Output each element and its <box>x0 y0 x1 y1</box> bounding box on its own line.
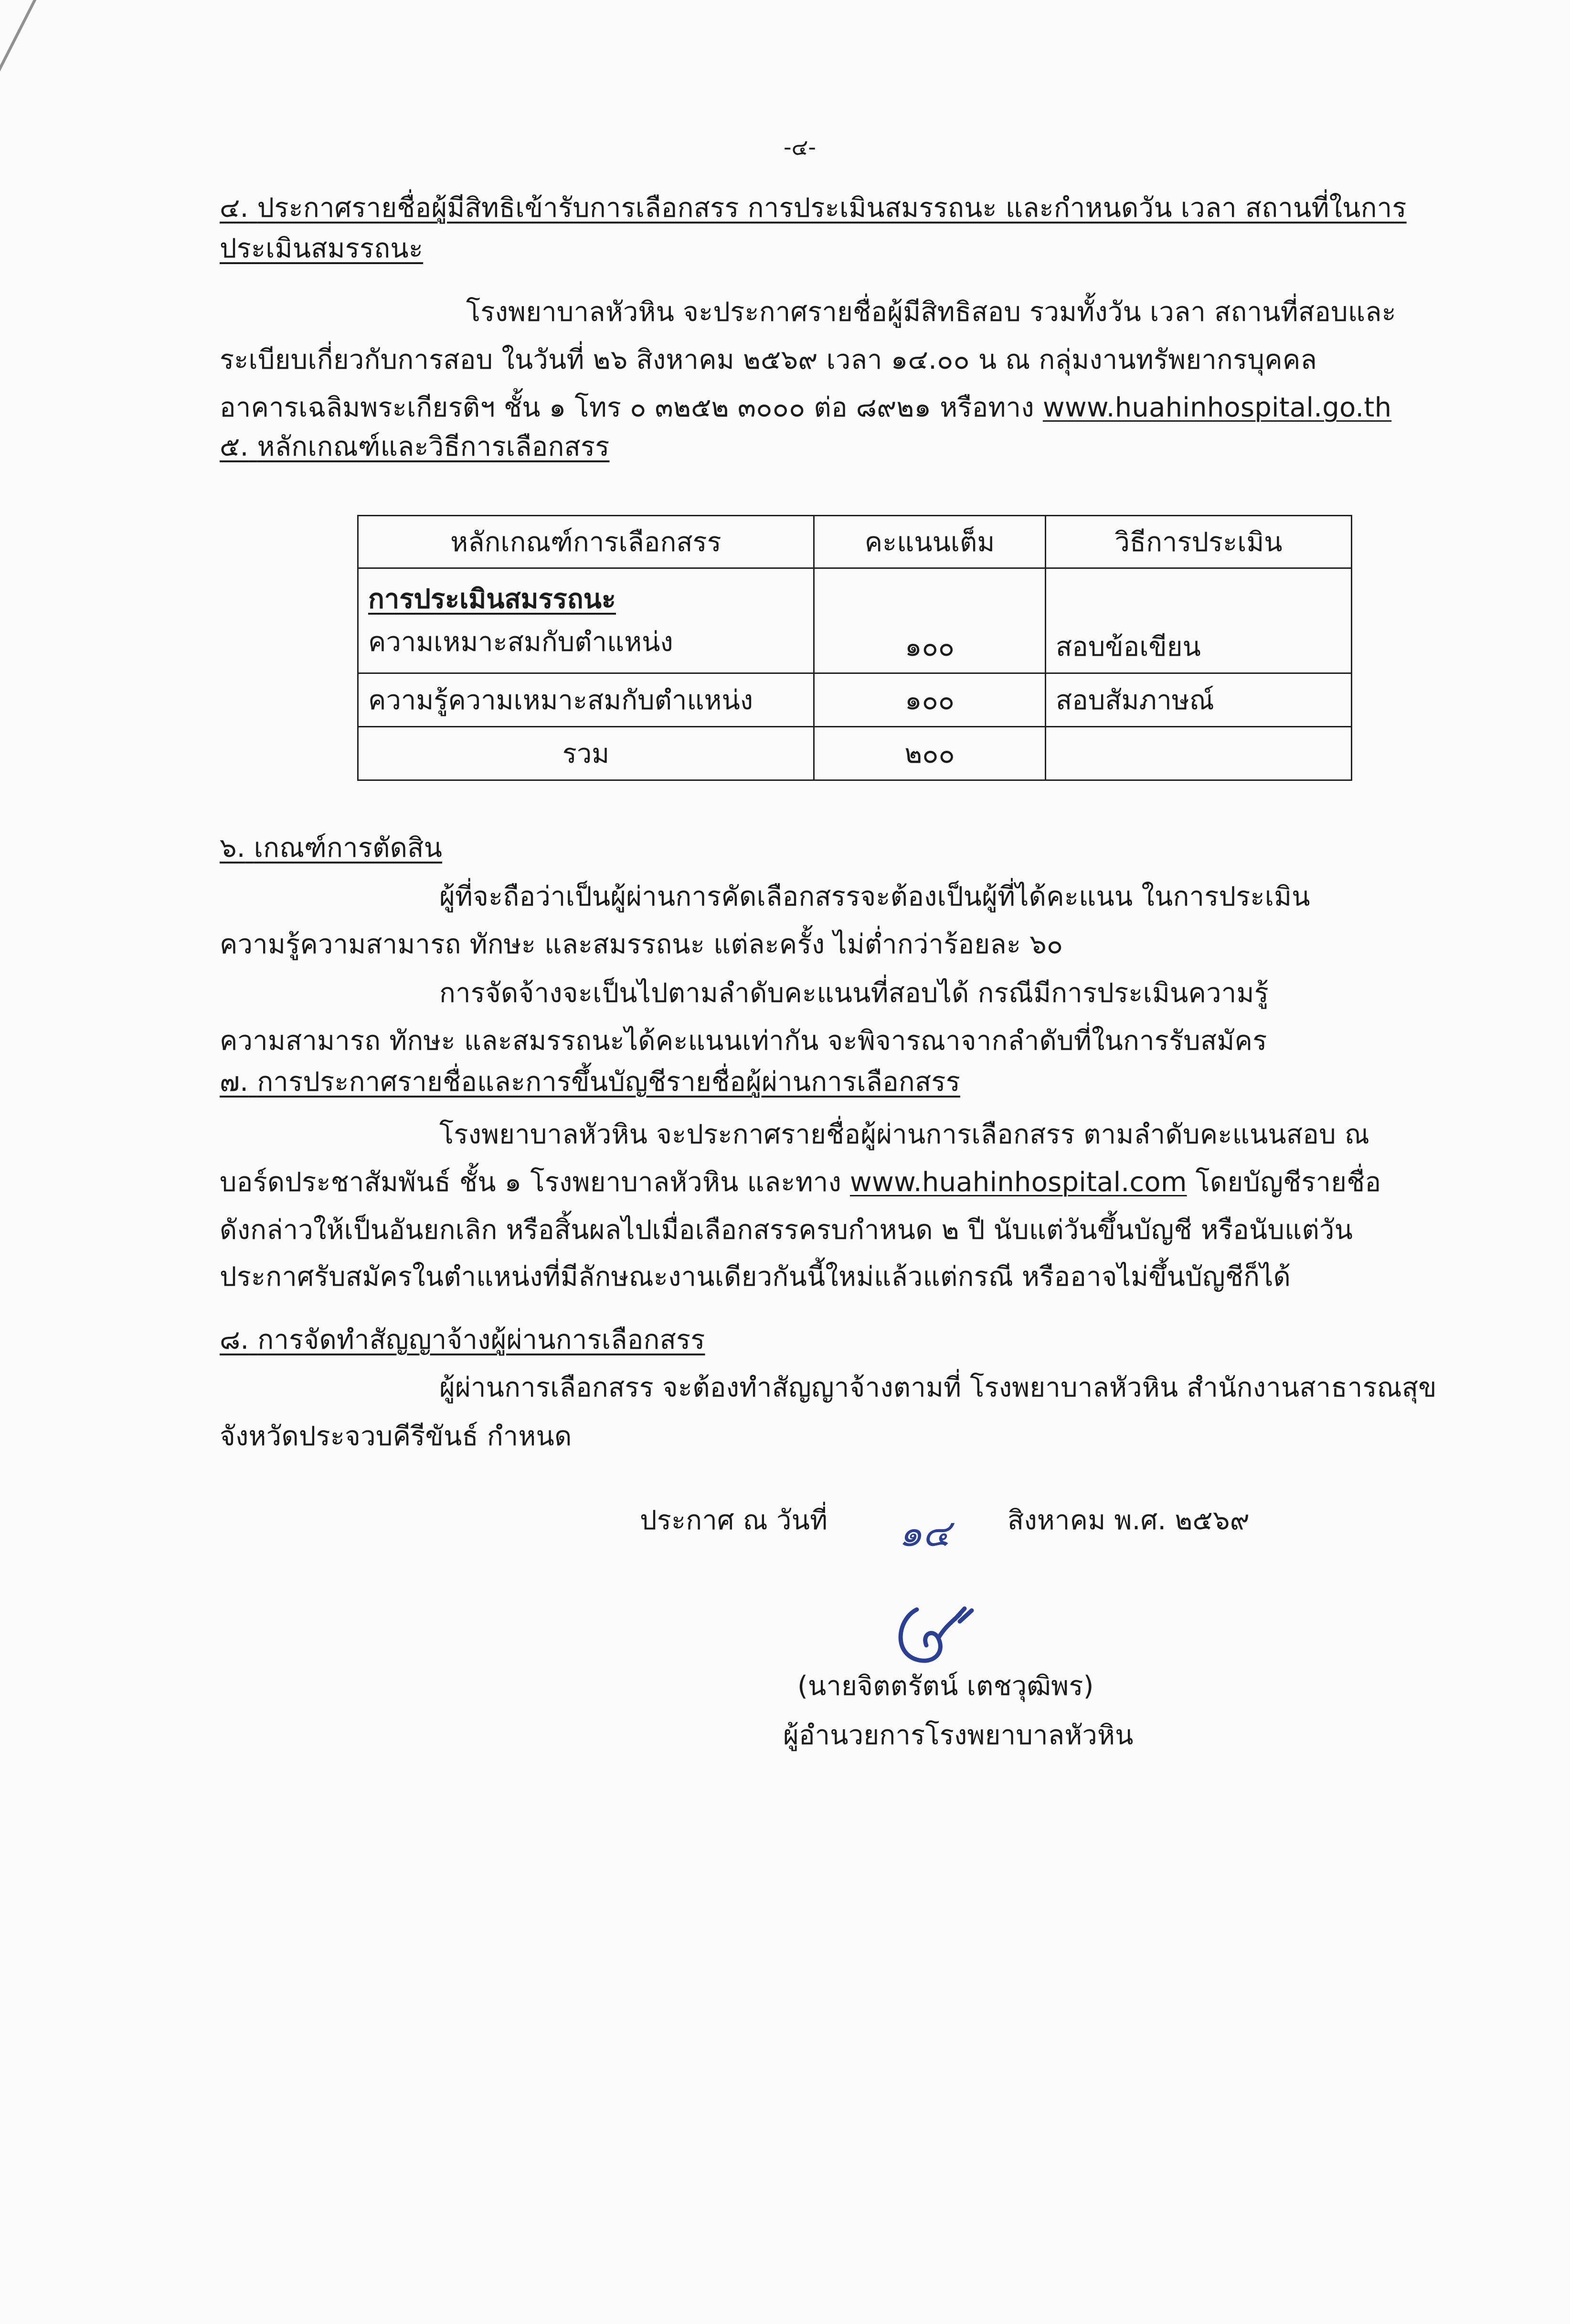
section-8-number: ๘. <box>220 1324 249 1355</box>
section-7-number: ๗. <box>220 1066 249 1098</box>
table-row <box>358 673 1352 727</box>
section-6-title: เกณฑ์การตัดสิน <box>254 832 443 864</box>
section-6-line: ความรู้ความสามารถ ทักษะ และสมรรถนะ แต่ละครั้ง ไม่ต่ำกว่าร้อยละ ๖๐ <box>220 929 1063 960</box>
score-cell: ๑๐๐ <box>814 673 1046 727</box>
section-7-title: การประกาศรายชื่อและการขึ้นบัญชีรายชื่อผู้ผ่านการเลือกสรร <box>257 1066 960 1098</box>
section-4-title: ประกาศรายชื่อผู้มีสิทธิเข้ารับการเลือกสรร การประเมินสมรรถนะ และกำหนดวัน เวลา สถานที่ในการ <box>257 192 1407 224</box>
section-7-line: ประกาศรับสมัครในตำแหน่งที่มีลักษณะงานเดียวกันนี้ใหม่แล้วแต่กรณี หรืออาจไม่ขึ้นบัญชีก็ได้ <box>220 1261 1291 1292</box>
empty-cell <box>1046 727 1352 780</box>
section-4-line: อาคารเฉลิมพระเกียรติฯ ชั้น ๑ โทร ๐ ๓๒๕๒ ๓๐๐๐ ต่อ ๘๙๒๑ หรือทาง <box>220 392 1034 423</box>
scan-edge-line <box>0 0 45 221</box>
section-8-heading <box>220 1323 705 1358</box>
criterion: ความเหมาะสมกับตำแหน่ง <box>368 626 673 658</box>
header-full-score: คะแนนเต็ม <box>814 516 1046 568</box>
section-8-title: การจัดทำสัญญาจ้างผู้ผ่านการเลือกสรร <box>257 1324 705 1355</box>
method-cell: สอบสัมภาษณ์ <box>1046 673 1352 727</box>
method-cell: สอบข้อเขียน <box>1046 568 1352 673</box>
section-4-number: ๔. <box>220 192 249 224</box>
score-cell: ๑๐๐ <box>814 568 1046 673</box>
section-5-number: ๕. <box>220 431 249 462</box>
signature-icon <box>888 1600 979 1667</box>
section-6-line: ความสามารถ ทักษะ และสมรรถนะได้คะแนนเท่ากัน จะพิจารณาจากลำดับที่ในการรับสมัคร <box>220 1025 1267 1056</box>
table-header-row <box>358 516 1352 568</box>
section-5-title: หลักเกณฑ์และวิธีการเลือกสรร <box>257 431 610 462</box>
section-6-number: ๖. <box>220 832 245 864</box>
signatory-name: (นายจิตตรัตน์ เตชวุฒิพร) <box>797 1671 1094 1702</box>
signatory-position: ผู้อำนวยการโรงพยาบาลหัวหิน <box>783 1720 1134 1751</box>
section-7-line-with-link <box>220 1165 1381 1200</box>
total-score: ๒๐๐ <box>814 727 1046 780</box>
section-7-line: โดยบัญชีรายชื่อ <box>1195 1167 1381 1198</box>
section-8-line: ผู้ผ่านการเลือกสรร จะต้องทำสัญญาจ้างตามที่ โรงพยาบาลหัวหิน สำนักงานสาธารณสุข <box>439 1372 1437 1403</box>
huahinhospital-go-th-link[interactable]: www.huahinhospital.go.th <box>1042 392 1392 423</box>
section-7-line: ดังกล่าวให้เป็นอันยกเลิก หรือสิ้นผลไปเมื่อเลือกสรรครบกำหนด ๒ ปี นับแต่วันขึ้นบัญชี หรือนับแต่วัน <box>220 1215 1353 1246</box>
section-6-line: การจัดจ้างจะเป็นไปตามลำดับคะแนนที่สอบได้ กรณีมีการประเมินความรู้ <box>439 978 1269 1009</box>
huahinhospital-com-link[interactable]: www.huahinhospital.com <box>850 1167 1187 1198</box>
section-4-title-line2: ประเมินสมรรถนะ <box>220 233 424 264</box>
section-8-line: จังหวัดประจวบคีรีขันธ์ กำหนด <box>220 1421 572 1452</box>
page-number: -๔- <box>783 134 816 160</box>
section-4-line: โรงพยาบาลหัวหิน จะประกาศรายชื่อผู้มีสิทธิสอบ รวมทั้งวัน เวลา สถานที่สอบและ <box>466 297 1396 328</box>
selection-criteria-table <box>357 515 1352 781</box>
section-5-heading <box>220 430 610 465</box>
group-title: การประเมินสมรรถนะ <box>368 583 616 615</box>
table-row <box>358 568 1352 673</box>
section-6-line: ผู้ที่จะถือว่าเป็นผู้ผ่านการคัดเลือกสรรจะต้องเป็นผู้ที่ได้คะแนน ในการประเมิน <box>439 881 1310 912</box>
announcement-prefix: ประกาศ ณ วันที่ <box>640 1505 828 1536</box>
section-4-title-line1 <box>220 191 1407 226</box>
section-4-line: ระเบียบเกี่ยวกับการสอบ ในวันที่ ๒๖ สิงหาคม ๒๕๖๙ เวลา ๑๔.๐๐ น ณ กลุ่มงานทรัพยากรบุคคล <box>220 344 1317 375</box>
criteria-cell <box>358 568 814 673</box>
announcement-month-year: สิงหาคม พ.ศ. ๒๕๖๙ <box>1008 1505 1250 1536</box>
section-7-heading <box>220 1065 960 1100</box>
table-total-row <box>358 727 1352 780</box>
total-label: รวม <box>358 727 814 780</box>
handwritten-day: ๑๔ <box>899 1512 951 1555</box>
header-method: วิธีการประเมิน <box>1046 516 1352 568</box>
section-6-heading <box>220 831 442 866</box>
section-7-line: โรงพยาบาลหัวหิน จะประกาศรายชื่อผู้ผ่านการเลือกสรร ตามลำดับคะแนนสอบ ณ <box>439 1119 1370 1150</box>
header-criteria: หลักเกณฑ์การเลือกสรร <box>358 516 814 568</box>
criterion: ความรู้ความเหมาะสมกับตำแหน่ง <box>358 673 814 727</box>
section-4-line-with-link <box>220 391 1391 426</box>
section-7-line: บอร์ดประชาสัมพันธ์ ชั้น ๑ โรงพยาบาลหัวหิน และทาง <box>220 1167 842 1198</box>
